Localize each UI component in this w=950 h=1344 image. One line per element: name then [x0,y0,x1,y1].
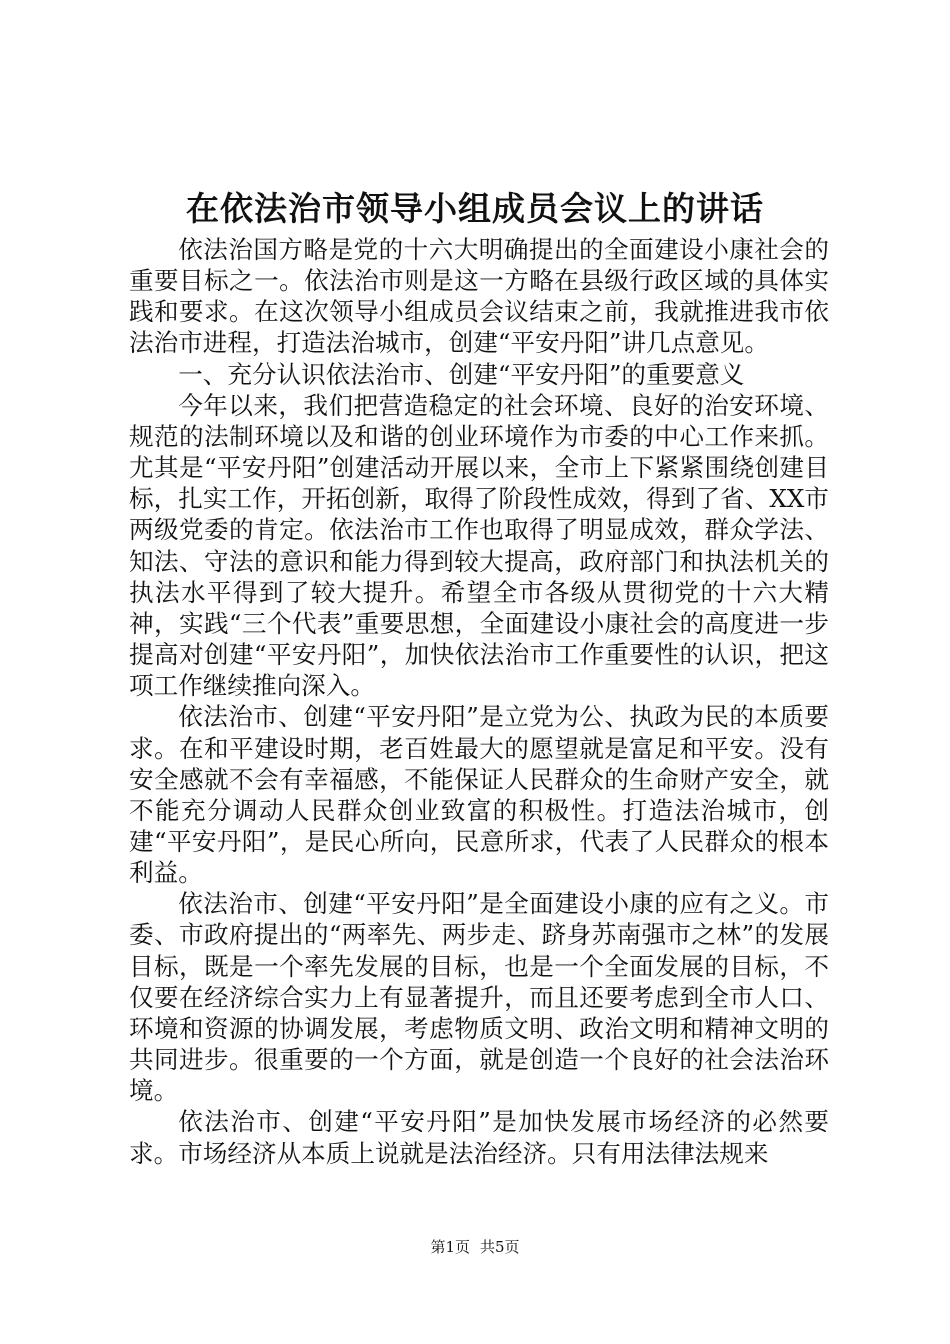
paragraph-intro: 依法治国方略是党的十六大明确提出的全面建设小康社会的重要目标之一。依法治市则是这一方略在县级行政区域的具体实践和要求。在这次领导小组成员会议结束之前，我就推进我市依法治市进程，打造法治城市，创建“平安丹阳”讲几点意见。 [129,235,829,358]
paragraph-essential-requirement: 依法治市、创建“平安丹阳”是立党为公、执政为民的本质要求。在和平建设时期，老百姓最大的愿望就是富足和平安。没有安全感就不会有幸福感，不能保证人民群众的生命财产安全，就不能充分调动人民群众创业致富的积极性。打造法治城市，创建“平安丹阳”，是民心所向，民意所求，代表了人民群众的根本利益。 [129,702,829,888]
page-footer [0,1237,950,1257]
document-title: 在依法治市领导小组成员会议上的讲话 [186,189,764,228]
paragraph-market-economy: 依法治市、创建“平安丹阳”是加快发展市场经济的必然要求。市场经济从本质上说就是法治经济。只有用法律法规来 [129,1107,829,1168]
document-body [129,234,829,1169]
page-total: 共5页 [480,1238,520,1256]
page-number: 第1页 [430,1238,470,1256]
paragraph-xiaokang: 依法治市、创建“平安丹阳”是全面建设小康的应有之义。市委、市政府提出的“两率先、两步走、跻身苏南强市之林”的发展目标，既是一个率先发展的目标，也是一个全面发展的目标，不仅要在经济综合实力上有显著提升，而且还要考虑到全市人口、环境和资源的协调发展，考虑物质文明、政治文明和精神文明的共同进步。很重要的一个方面，就是创造一个良好的社会法治环境。 [129,889,829,1106]
section-heading-1: 一、充分认识依法治市、创建“平安丹阳”的重要意义 [178,359,745,389]
paragraph-progress: 今年以来，我们把营造稳定的社会环境、良好的治安环境、规范的法制环境以及和谐的创业环境作为市委的中心工作来抓。尤其是“平安丹阳”创建活动开展以来，全市上下紧紧围绕创建目标，扎实工作，开拓创新，取得了阶段性成效，得到了省、XX市两级党委的肯定。依法治市工作也取得了明显成效，群众学法、知法、守法的意识和能力得到较大提高，政府部门和执法机关的执法水平得到了较大提升。希望全市各级从贯彻党的十六大精神，实践“三个代表”重要思想，全面建设小康社会的高度进一步提高对创建“平安丹阳”，加快依法治市工作重要性的认识，把这项工作继续推向深入。 [129,390,829,701]
